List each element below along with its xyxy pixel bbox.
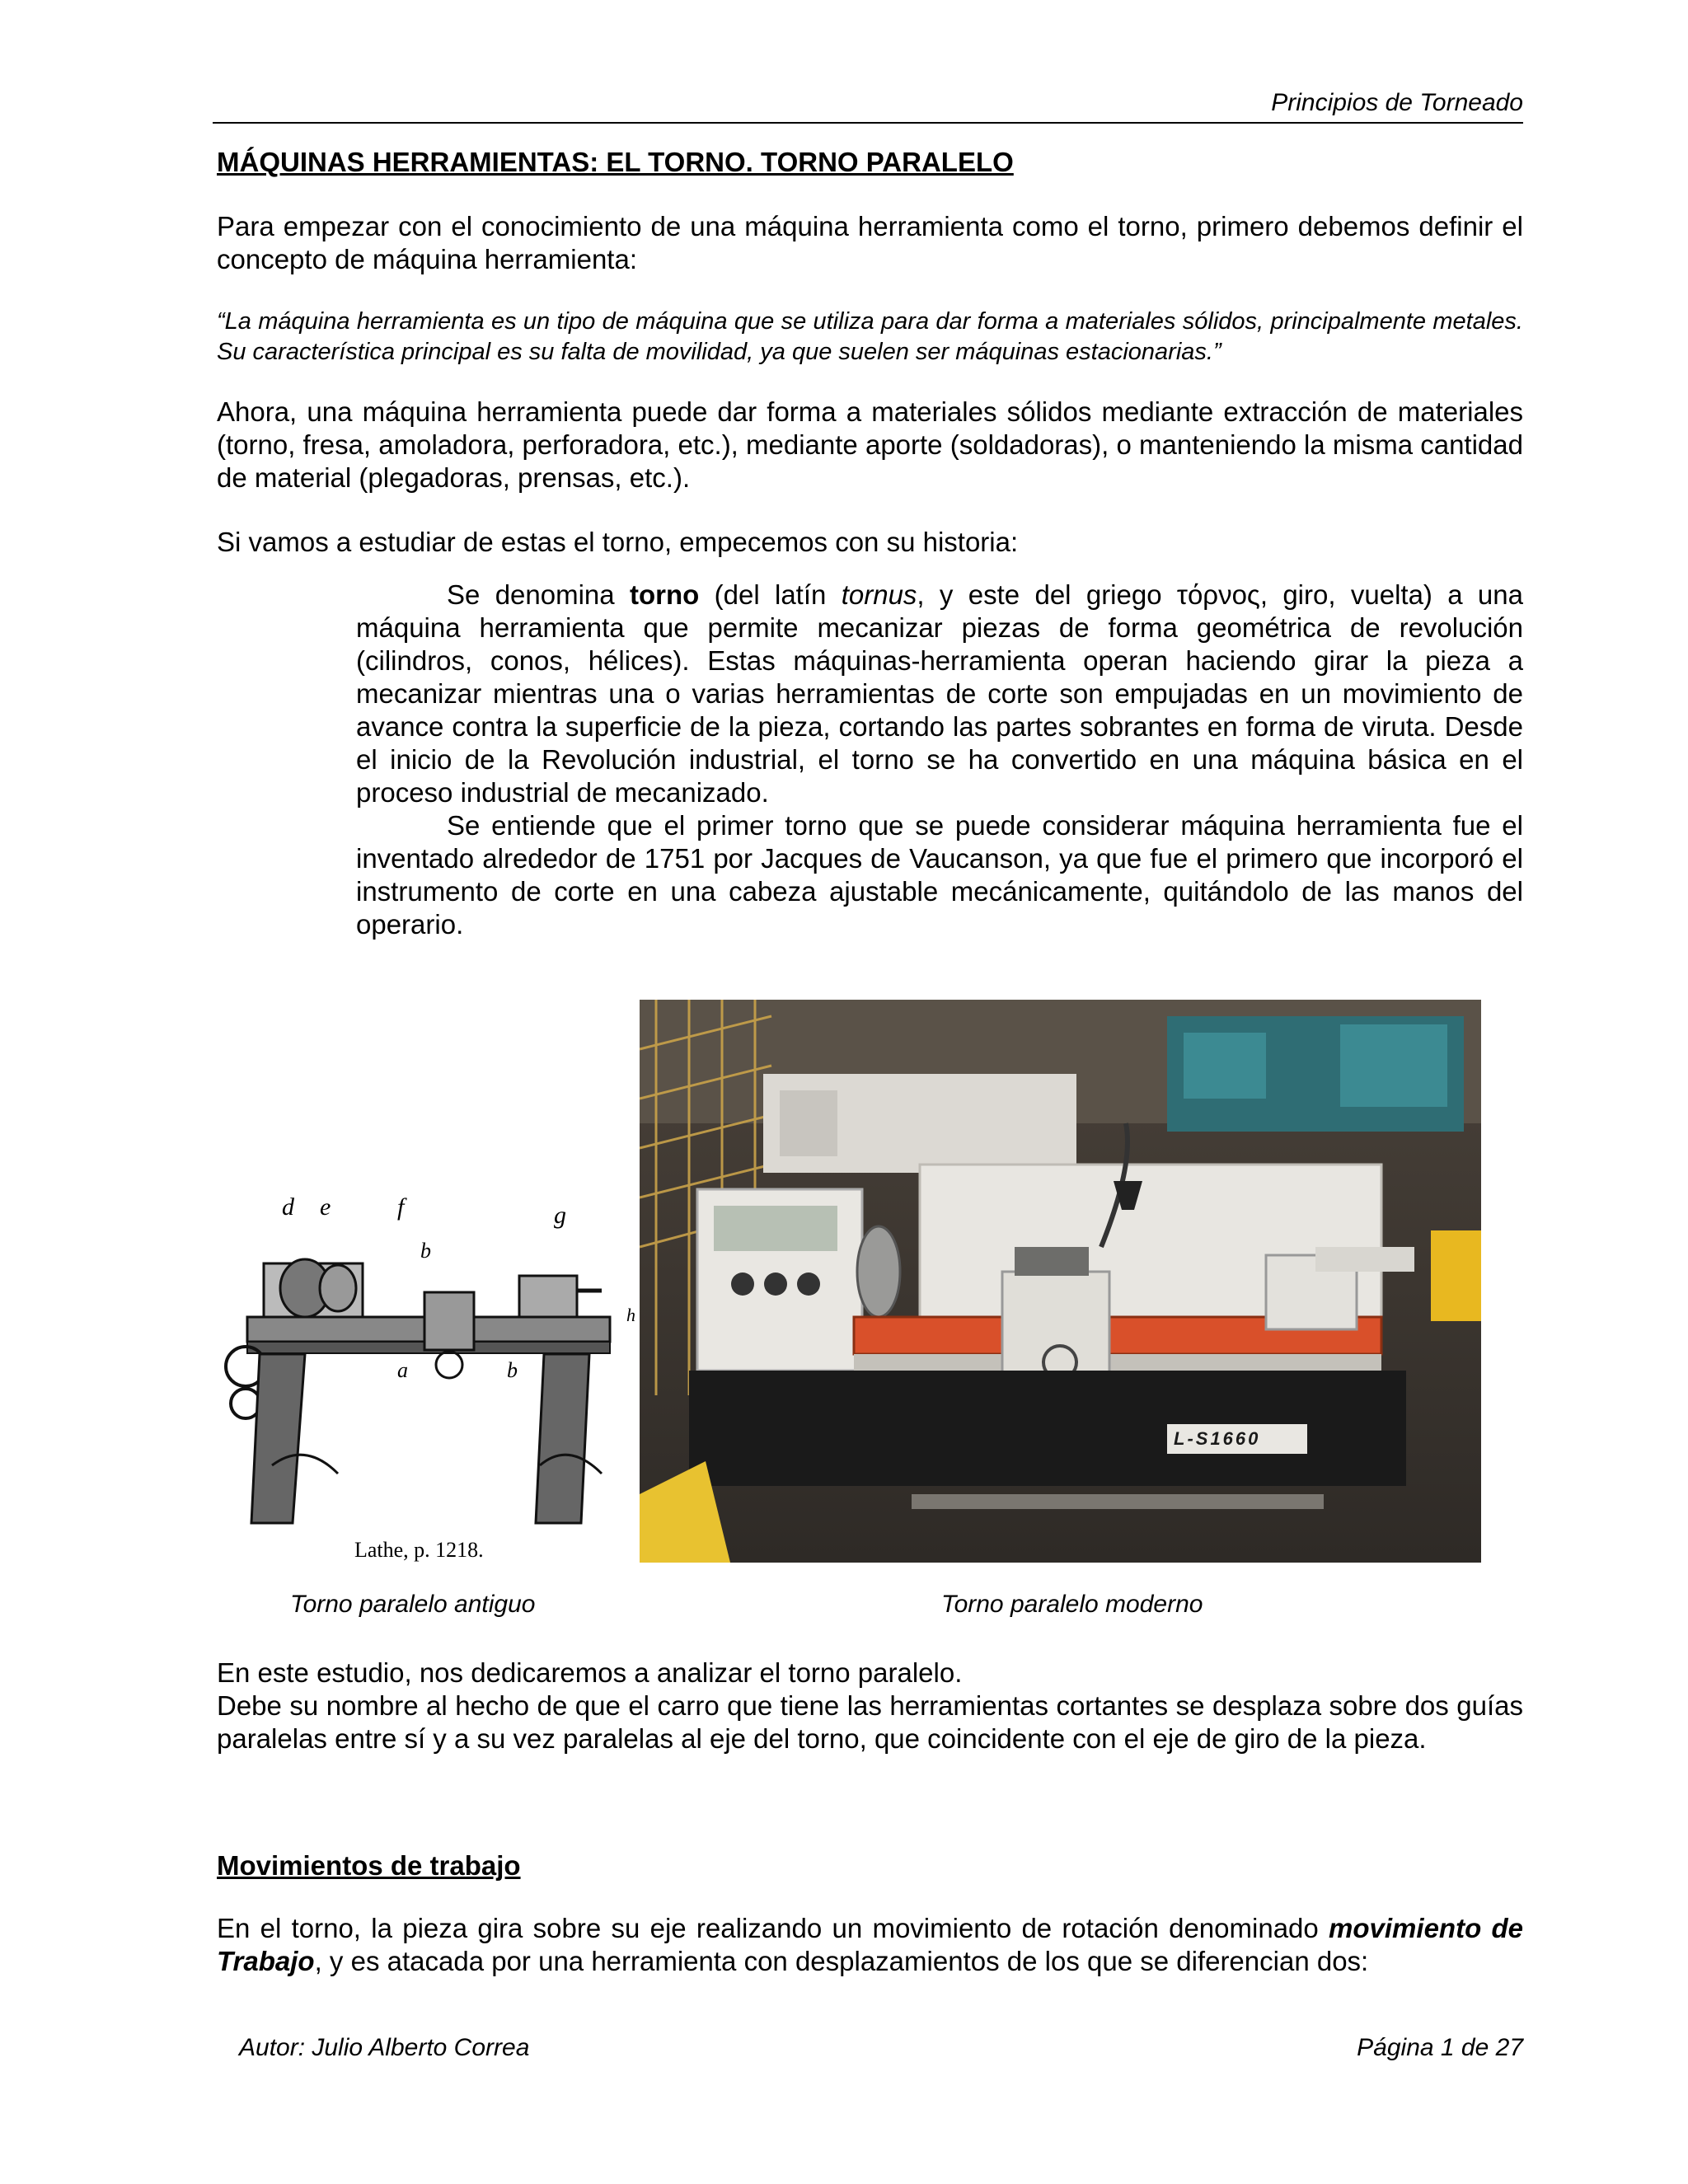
caption-modern-lathe: Torno paralelo moderno [941, 1591, 1203, 1618]
model-badge: L-S1660 [1174, 1428, 1261, 1449]
letter-e: e [320, 1193, 331, 1221]
name-origin-paragraph: Debe su nombre al hecho de que el carro que tiene las herramientas cortantes se desplaza sobre dos guías paralelas entre sí y a su vez paralelas al eje del torno, que coincidente con el eje de giro de la pieza. [217, 1690, 1523, 1754]
letter-f: f [397, 1193, 405, 1221]
materials-paragraph: Ahora, una máquina herramienta puede dar forma a materiales sólidos mediante extracción de materiales (torno, fresa, amoladora, perforadora, etc.), mediante aporte (soldadoras), o manteniendo la misma cantidad de material (plegadoras, prensas, etc.). [217, 396, 1523, 493]
letter-a: a [397, 1358, 408, 1382]
section-title: Movimientos de trabajo [217, 1850, 521, 1881]
old-lathe-figure [214, 1193, 639, 1572]
term-torno: torno [629, 579, 700, 610]
history-paragraph-2: Se entiende que el primer torno que se puede considerar máquina herramienta fue el inventado alrededor de 1751 por Jacques de Vaucanson, ya que fue el primero que incorporó el instrumento de corte en una cabeza ajustable mecánicamente, quitándolo de las manos del operario. [356, 810, 1523, 940]
intro-paragraph: Para empezar con el conocimiento de una máquina herramienta como el torno, primero debemos definir el concepto de máquina herramienta: [217, 211, 1523, 274]
footer-page-number: Página 1 de 27 [1357, 2034, 1523, 2061]
work-movement-paragraph: En el torno, la pieza gira sobre su eje realizando un movimiento de rotación denominado movimiento de Trabajo, y es atacada por una herramienta con desplazamientos de los que se diferencian dos: [217, 1913, 1524, 1976]
letter-h: h [626, 1305, 635, 1325]
study-paragraph: En este estudio, nos dedicaremos a analizar el torno paralelo. [217, 1657, 963, 1688]
header-rule [213, 122, 1523, 124]
history-paragraph-1: Se denomina torno (del latín tornus, y este del griego τόρνος, giro, vuelta) a una máquina herramienta que permite mecanizar piezas de forma geométrica de revolución (cilindros, conos, hélices). Estas máquinas-herramienta operan haciendo girar la pieza a mecanizar mientras una o varias herramientas de corte son empujadas en un movimiento de avance contra la superficie de la pieza, cortando las partes sobrantes en forma de viruta. Desde el inicio de la Revolución industrial, el torno se ha convertido en una máquina básica en el proceso industrial de mecanizado. [356, 579, 1523, 808]
definition-quote: “La máquina herramienta es un tipo de máquina que se utiliza para dar forma a materiales sólidos, principalmente metales. Su característica principal es su falta de movilidad, ya que suelen ser máquinas estacionarias.” [217, 308, 1523, 365]
running-header: Principios de Torneado [1271, 89, 1523, 116]
term-tornus: tornus [841, 579, 917, 610]
footer-author: Autor: Julio Alberto Correa [239, 2034, 530, 2061]
history-block [356, 579, 1523, 941]
modern-lathe-photo [640, 1000, 1481, 1563]
letter-d: d [282, 1193, 294, 1221]
modern-lathe-illustration [640, 1000, 1481, 1563]
term-movimiento-trabajo: movimiento de Trabajo [217, 1913, 1524, 1976]
caption-old-lathe: Torno paralelo antiguo [290, 1591, 536, 1618]
history-intro: Si vamos a estudiar de estas el torno, empecemos con su historia: [217, 527, 1019, 557]
letter-b-upper: b [420, 1239, 431, 1263]
letter-b-lower: b [507, 1358, 518, 1382]
engraving-caption: Lathe, p. 1218. [354, 1538, 484, 1562]
page-title: MÁQUINAS HERRAMIENTAS: EL TORNO. TORNO PARALELO [217, 147, 1014, 177]
letter-g: g [554, 1202, 566, 1229]
